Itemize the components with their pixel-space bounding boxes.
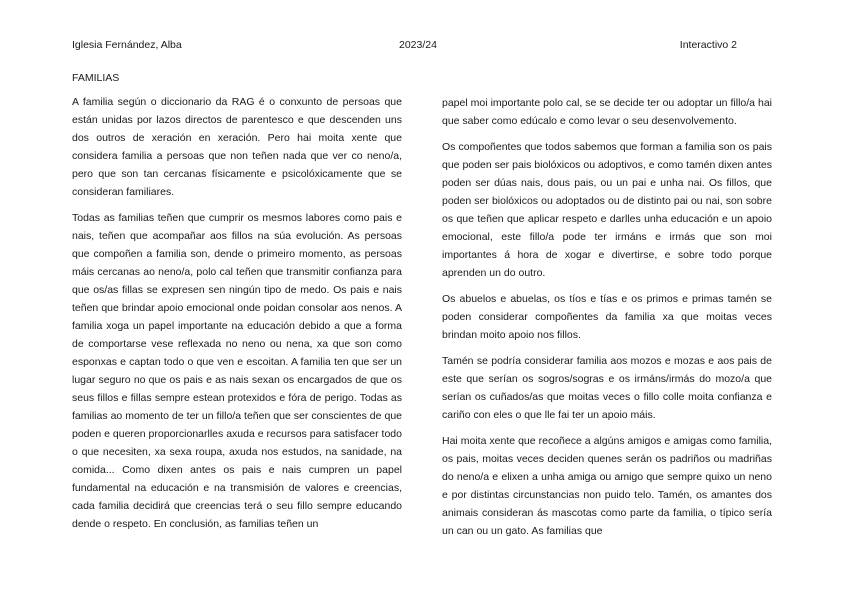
paragraph: Hai moita xente que recoñece a algúns amigos e amigas como familia, os pais, moitas veces deciden quenes serán os padriños ou madriñas do neno/a e elixen a unha amiga ou amigo que sempre quixo un neno e por distintas circunstancias non puido telo. Tamén, os amantes dos animais consideran ás mascotas como parte da familia, o típico sería un can ou un gato. As familias que <box>442 435 772 537</box>
page-header <box>72 38 776 52</box>
header-label: Interactivo 2 <box>679 39 737 51</box>
paragraph: Tamén se podría considerar familia aos mozos e mozas e aos pais de este que serían os sogros/sogras e os irmáns/irmás do mozo/a que serían os cuñados/as que moitas veces o fillo colle moita confianza e cariño con eles o que lle fai ter un apoio máis. <box>442 355 772 421</box>
header-author: Iglesia Fernández, Alba <box>72 39 182 51</box>
paragraph: papel moi importante polo cal, se se decide ter ou adoptar un fillo/a hai que saber como edúcalo e como levar o seu desenvolvemento. <box>442 97 772 127</box>
paragraph: Os compoñentes que todos sabemos que forman a familia son os pais que poden ser pais biolóxicos ou adoptivos, e como tamén dixen antes poden ser dúas nais, dous pais, ou un pai e unha nai. Os fillos, que poden ser biolóxicos ou adoptados ou de distinto pai ou nai, son sobre os que teñen que aplicar respeto e darlles unha educación e un apoio emocional, este fillo/a pode ter irmáns e irmás que son moi importantes á hora de xogar e divertirse, e sobre todo porque aprenden un do outro. <box>442 141 772 279</box>
right-column <box>442 94 772 548</box>
header-year: 2023/24 <box>399 39 437 51</box>
left-column <box>72 70 402 541</box>
document-title: FAMILIAS <box>72 72 120 84</box>
paragraph: A familia según o diccionario da RAG é o conxunto de persoas que están unidas por lazos directos de parentesco e que descenden uns dos outros de xeración en xeración. Pero hai moita xente que considera familia a persoas que non teñen nada que ver co neno/a, pero que son tan cercanas físicamente e psicolóxicamente que se consideran familiares. <box>72 96 402 198</box>
paragraph: Todas as familias teñen que cumprir os mesmos labores como pais e nais, teñen que acompañar aos fillos na súa evolución. As persoas que compoñen a familia son, dende o primeiro momento, as persoas máis cercanas ao neno/a, polo cal teñen que transmitir confianza para que os/as fillas se expresen sen ningún tipo de medo. Os pais e nais teñen que brindar apoio emocional onde poidan consolar aos nenos. A familia xoga un papel importante na educación debido a que a forma de comportarse vese reflexada no neno ou nena, xa que son como esponxas e captan todo o que ven e escoitan. A familia ten que ser un lugar seguro no que os pais e as nais sexan os encargados de que os seus fillos e fillas sempre estean protexidos e fóra de perigo. Todas as familias ao momento de ter un fillo/a teñen que ser conscientes de que poden e queren proporcionarlles axuda e recursos para satisfacer todo o que necesiten, xa sexa roupa, axuda nos estudos, na sanidade, na comida... Como dixen antes os pais e nais cumpren un papel fundamental na educación e na transmisión de valores e creencias, cada familia decidirá que creencias terá o seu fillo sempre educando dende o respeto. En conclusión, as familias teñen un <box>72 212 402 530</box>
paragraph: Os abuelos e abuelas, os tíos e tías e os primos e primas tamén se poden considerar compoñentes da familia xa que moitas veces brindan moito apoio nos fillos. <box>442 293 772 341</box>
